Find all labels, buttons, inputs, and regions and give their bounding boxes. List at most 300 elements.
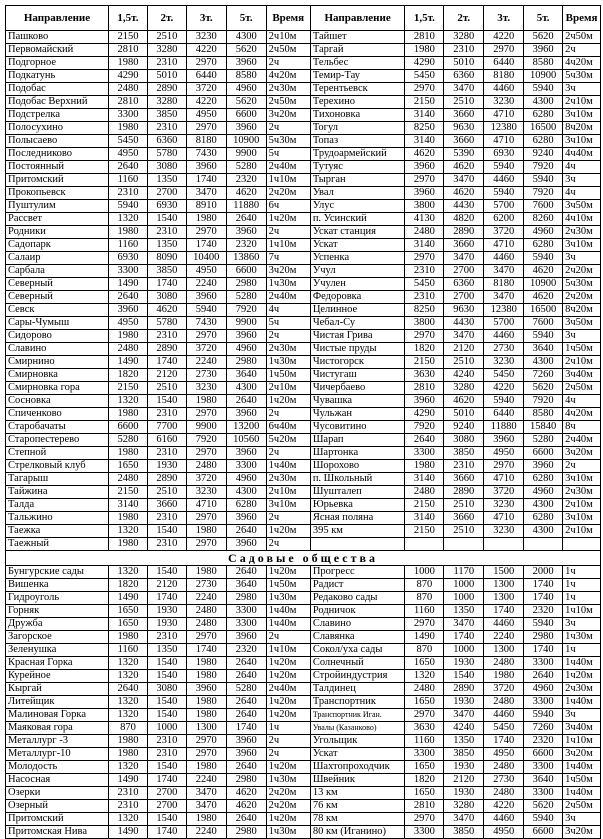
price-cell: 4710 — [484, 135, 524, 148]
time-cell: 2ч — [266, 226, 310, 239]
price-cell: 9240 — [524, 148, 563, 161]
price-cell: 2970 — [186, 226, 226, 239]
price-cell: 2320 — [524, 605, 563, 618]
table-row — [6, 57, 601, 70]
price-cell: 2970 — [186, 330, 226, 343]
price-cell: 3470 — [444, 618, 484, 631]
price-cell: 2240 — [484, 631, 524, 644]
price-cell: 2730 — [484, 774, 524, 787]
time-cell: 1ч20м — [563, 670, 601, 683]
price-cell: 2120 — [147, 369, 186, 382]
price-cell: 1980 — [109, 512, 148, 525]
direction-cell: Подкатунь — [6, 70, 109, 83]
time-cell: 2ч — [266, 408, 310, 421]
time-cell: 1ч40м — [266, 460, 310, 473]
price-cell: 4950 — [484, 826, 524, 839]
table-row — [6, 434, 601, 447]
time-cell: 1ч50м — [563, 343, 601, 356]
price-cell: 1170 — [444, 566, 484, 579]
table-row — [6, 605, 601, 618]
price-cell: 6200 — [484, 213, 524, 226]
price-cell: 2980 — [226, 826, 266, 839]
price-cell: 1320 — [109, 395, 148, 408]
price-cell: 8260 — [524, 213, 563, 226]
price-cell: 1740 — [444, 631, 484, 644]
price-cell: 12380 — [484, 122, 524, 135]
price-cell: 1540 — [147, 670, 186, 683]
price-cell: 2970 — [186, 408, 226, 421]
table-row — [6, 44, 601, 57]
price-cell: 4950 — [484, 447, 524, 460]
direction-cell: Тельбес — [310, 57, 405, 70]
price-cell: 5700 — [484, 200, 524, 213]
direction-cell: Озерный — [6, 800, 109, 813]
price-cell: 4620 — [226, 187, 266, 200]
table-row — [6, 109, 601, 122]
table-row — [6, 631, 601, 644]
price-cell: 2480 — [109, 473, 148, 486]
price-cell: 1930 — [444, 657, 484, 670]
price-cell: 2810 — [405, 31, 444, 44]
price-cell: 3960 — [109, 304, 148, 317]
price-cell: 3960 — [226, 408, 266, 421]
price-cell: 2640 — [109, 291, 148, 304]
price-cell: 2970 — [186, 631, 226, 644]
table-row — [6, 709, 601, 722]
direction-cell: Смирнино — [6, 356, 109, 369]
time-cell: 1ч30м — [266, 826, 310, 839]
direction-cell: Солнечный — [310, 657, 405, 670]
header-row — [6, 6, 601, 31]
price-cell: 2150 — [405, 356, 444, 369]
table-row — [6, 473, 601, 486]
table-row — [6, 161, 601, 174]
price-cell: 2970 — [405, 330, 444, 343]
table-row — [6, 31, 601, 44]
price-cell: 4460 — [484, 83, 524, 96]
price-cell: 2320 — [226, 174, 266, 187]
price-cell: 2890 — [147, 473, 186, 486]
price-cell: 3960 — [186, 683, 226, 696]
settlements-section — [6, 31, 601, 551]
price-cell: 4300 — [524, 356, 563, 369]
price-cell: 9900 — [186, 421, 226, 434]
price-cell: 3960 — [226, 748, 266, 761]
price-cell: 5010 — [147, 70, 186, 83]
price-cell: 3300 — [109, 109, 148, 122]
price-cell: 2970 — [405, 618, 444, 631]
price-cell: 3470 — [444, 813, 484, 826]
price-cell: 1930 — [147, 618, 186, 631]
price-cell: 5450 — [405, 278, 444, 291]
direction-cell: Севск — [6, 304, 109, 317]
direction-cell: Садопарк — [6, 239, 109, 252]
price-cell: 1980 — [186, 670, 226, 683]
table-row — [6, 70, 601, 83]
price-cell: 3800 — [405, 200, 444, 213]
time-cell: 8ч20м — [563, 304, 601, 317]
table-row — [6, 525, 601, 538]
price-cell: 1540 — [147, 525, 186, 538]
time-cell: 2ч50м — [266, 96, 310, 109]
price-cell: 1980 — [109, 735, 148, 748]
time-cell: 3ч10м — [563, 239, 601, 252]
price-cell: 4620 — [226, 787, 266, 800]
price-cell: 3630 — [405, 369, 444, 382]
price-cell: 3960 — [226, 538, 266, 551]
price-cell: 5620 — [524, 800, 563, 813]
price-cell: 4620 — [226, 800, 266, 813]
price-cell: 2240 — [186, 356, 226, 369]
price-cell: 2480 — [405, 683, 444, 696]
price-cell: 2310 — [147, 408, 186, 421]
direction-cell: Чистугаш — [310, 369, 405, 382]
table-row — [6, 174, 601, 187]
price-cell: 1540 — [147, 657, 186, 670]
time-cell: 3ч50м — [563, 317, 601, 330]
price-cell: 4220 — [484, 800, 524, 813]
price-cell: 5450 — [405, 70, 444, 83]
section-title-row — [6, 551, 601, 566]
price-cell: 3720 — [484, 226, 524, 239]
direction-cell: Шорохово — [310, 460, 405, 473]
price-cell: 3960 — [226, 122, 266, 135]
price-cell: 1820 — [405, 343, 444, 356]
direction-cell: Ускат — [310, 748, 405, 761]
table-row — [6, 187, 601, 200]
table-row — [6, 722, 601, 735]
price-cell: 1980 — [484, 670, 524, 683]
price-cell: 1650 — [109, 460, 148, 473]
table-row — [6, 826, 601, 839]
price-cell: 1490 — [109, 826, 148, 839]
header-direction-right: Направление — [310, 6, 405, 31]
price-cell: 4300 — [524, 96, 563, 109]
price-cell: 4620 — [524, 265, 563, 278]
price-cell: 16500 — [524, 122, 563, 135]
price-cell: 3960 — [405, 161, 444, 174]
price-cell: 5450 — [109, 135, 148, 148]
direction-cell: Спиченково — [6, 408, 109, 421]
time-cell: 5ч20м — [266, 434, 310, 447]
price-cell: 3080 — [444, 434, 484, 447]
price-cell: 870 — [405, 592, 444, 605]
price-cell: 1980 — [405, 44, 444, 57]
time-cell: 2ч50м — [266, 44, 310, 57]
price-cell: 1490 — [109, 278, 148, 291]
price-cell: 5010 — [444, 408, 484, 421]
price-cell: 4300 — [226, 486, 266, 499]
direction-cell: Темир-Тау — [310, 70, 405, 83]
price-cell: 2640 — [226, 525, 266, 538]
price-cell: 5280 — [524, 434, 563, 447]
price-cell: 1160 — [405, 735, 444, 748]
price-cell: 2510 — [147, 486, 186, 499]
direction-cell: Старобачаты — [6, 421, 109, 434]
time-cell: 4ч20м — [563, 57, 601, 70]
price-cell: 6280 — [524, 473, 563, 486]
table-row — [6, 447, 601, 460]
time-cell: 2ч — [266, 748, 310, 761]
time-cell: 2ч30м — [563, 683, 601, 696]
time-cell: 1ч — [563, 644, 601, 657]
price-cell: 9900 — [226, 148, 266, 161]
price-cell: 4290 — [405, 57, 444, 70]
direction-cell: Ускат станция — [310, 226, 405, 239]
direction-cell: Славино — [310, 618, 405, 631]
price-cell: 3280 — [444, 382, 484, 395]
time-cell: 1ч30м — [266, 278, 310, 291]
price-cell: 1980 — [186, 395, 226, 408]
price-cell: 3300 — [524, 657, 563, 670]
direction-cell: Шартонка — [310, 447, 405, 460]
price-cell: 1980 — [186, 657, 226, 670]
price-cell: 3720 — [186, 473, 226, 486]
direction-cell: Тайшет — [310, 31, 405, 44]
price-cell: 16500 — [524, 304, 563, 317]
direction-cell: Сары-Чумыш — [6, 317, 109, 330]
price-cell: 6930 — [147, 200, 186, 213]
price-cell: 2240 — [186, 278, 226, 291]
price-cell: 9240 — [444, 421, 484, 434]
time-cell: 4ч — [563, 395, 601, 408]
price-cell: 6600 — [524, 826, 563, 839]
table-row — [6, 330, 601, 343]
price-cell: 6280 — [524, 512, 563, 525]
direction-cell: Курейное — [6, 670, 109, 683]
price-cell: 3470 — [484, 265, 524, 278]
header-5t-right: 5т. — [524, 6, 563, 31]
direction-cell: Терентьевск — [310, 83, 405, 96]
price-cell: 7920 — [524, 161, 563, 174]
price-cell: 2480 — [484, 657, 524, 670]
price-cell: 2310 — [147, 57, 186, 70]
time-cell: 2ч20м — [266, 800, 310, 813]
direction-cell: п. Усинский — [310, 213, 405, 226]
price-cell: 3470 — [484, 291, 524, 304]
price-cell: 2890 — [147, 343, 186, 356]
price-cell: 3660 — [444, 473, 484, 486]
header-2t-left: 2т. — [147, 6, 186, 31]
price-cell: 6600 — [226, 109, 266, 122]
price-cell: 3720 — [186, 83, 226, 96]
time-cell: 1ч10м — [563, 735, 601, 748]
table-row — [6, 813, 601, 826]
price-cell: 3300 — [226, 618, 266, 631]
price-cell: 2150 — [109, 486, 148, 499]
price-cell: 1740 — [484, 605, 524, 618]
table-row — [6, 421, 601, 434]
price-cell: 10560 — [226, 434, 266, 447]
price-cell: 2480 — [405, 226, 444, 239]
price-cell: 4620 — [444, 395, 484, 408]
time-cell: 5ч — [266, 148, 310, 161]
price-cell: 2320 — [524, 735, 563, 748]
price-cell: 15840 — [524, 421, 563, 434]
price-cell: 4300 — [524, 499, 563, 512]
price-cell: 8910 — [186, 200, 226, 213]
price-cell: 1540 — [147, 709, 186, 722]
table-row — [6, 356, 601, 369]
time-cell: 1ч20м — [266, 657, 310, 670]
time-cell: 3ч — [563, 618, 601, 631]
price-cell: 9900 — [226, 317, 266, 330]
price-cell: 2480 — [109, 343, 148, 356]
price-cell: 2310 — [109, 187, 148, 200]
price-cell: 3470 — [444, 252, 484, 265]
price-cell: 2970 — [405, 174, 444, 187]
time-cell: 1ч40м — [563, 696, 601, 709]
price-cell: 2980 — [226, 774, 266, 787]
price-cell: 3960 — [226, 631, 266, 644]
time-cell: 1ч40м — [563, 657, 601, 670]
price-cell: 1350 — [444, 735, 484, 748]
price-cell: 1000 — [444, 579, 484, 592]
direction-cell: Полосухино — [6, 122, 109, 135]
price-cell: 3630 — [405, 722, 444, 735]
time-cell: 2ч — [266, 447, 310, 460]
time-cell: 1ч — [563, 579, 601, 592]
direction-cell: Тырган — [310, 174, 405, 187]
time-cell: 2ч — [266, 57, 310, 70]
time-cell: 1ч20м — [266, 566, 310, 579]
table-row — [6, 317, 601, 330]
direction-cell: Горняк — [6, 605, 109, 618]
price-cell: 5940 — [484, 395, 524, 408]
price-cell: 1930 — [147, 605, 186, 618]
price-cell: 3230 — [484, 356, 524, 369]
price-cell: 4710 — [484, 473, 524, 486]
direction-cell: Рассвет — [6, 213, 109, 226]
price-cell: 2980 — [226, 278, 266, 291]
time-cell: 1ч20м — [266, 670, 310, 683]
time-cell: 2ч — [266, 330, 310, 343]
direction-cell: Чистая Грива — [310, 330, 405, 343]
price-cell: 5390 — [444, 148, 484, 161]
table-row — [6, 382, 601, 395]
price-cell: 2810 — [405, 382, 444, 395]
time-cell: 2ч20м — [563, 265, 601, 278]
price-cell: 1160 — [109, 644, 148, 657]
price-cell: 1650 — [405, 657, 444, 670]
direction-cell: Угольщик — [310, 735, 405, 748]
table-row — [6, 304, 601, 317]
price-cell: 5940 — [484, 161, 524, 174]
price-cell: 1980 — [109, 122, 148, 135]
price-cell: 1740 — [147, 592, 186, 605]
time-cell: 2ч30м — [266, 83, 310, 96]
price-cell: 3080 — [147, 161, 186, 174]
price-cell: 1740 — [226, 722, 266, 735]
price-cell: 6280 — [524, 135, 563, 148]
direction-cell: Гидроуголь — [6, 592, 109, 605]
table-row — [6, 538, 601, 551]
price-cell: 5450 — [484, 722, 524, 735]
time-cell: 3ч40м — [563, 722, 601, 735]
direction-cell: Талда — [6, 499, 109, 512]
price-cell: 6440 — [484, 408, 524, 421]
price-cell: 1320 — [109, 525, 148, 538]
direction-cell: Притомский — [6, 174, 109, 187]
time-cell: 3ч10м — [563, 135, 601, 148]
price-cell: 2640 — [226, 566, 266, 579]
time-cell: 1ч40м — [266, 618, 310, 631]
price-cell: 5450 — [484, 369, 524, 382]
price-cell: 1320 — [109, 696, 148, 709]
price-cell: 2980 — [226, 592, 266, 605]
header-5t-left: 5т. — [226, 6, 266, 31]
direction-cell: Стрелковый клуб — [6, 460, 109, 473]
price-cell: 1540 — [147, 395, 186, 408]
price-cell: 5940 — [524, 174, 563, 187]
price-cell: 8180 — [484, 278, 524, 291]
price-cell: 2970 — [186, 57, 226, 70]
price-cell: 1160 — [405, 605, 444, 618]
time-cell: 2ч20м — [563, 291, 601, 304]
price-cell: 3230 — [484, 525, 524, 538]
price-cell: 5940 — [524, 709, 563, 722]
price-cell: 5700 — [484, 317, 524, 330]
price-cell: 3660 — [444, 109, 484, 122]
price-cell: 2310 — [444, 44, 484, 57]
price-cell: 3960 — [186, 161, 226, 174]
direction-cell: Подобас — [6, 83, 109, 96]
price-cell: 3960 — [226, 57, 266, 70]
time-cell: 1ч50м — [266, 369, 310, 382]
price-cell: 1000 — [405, 566, 444, 579]
price-cell: 5620 — [226, 44, 266, 57]
price-cell: 2240 — [186, 592, 226, 605]
price-cell: 1820 — [109, 369, 148, 382]
price-cell: 4460 — [484, 252, 524, 265]
price-cell: 4950 — [109, 148, 148, 161]
price-cell: 3960 — [524, 460, 563, 473]
time-cell: 3ч20м — [563, 826, 601, 839]
price-cell: 2310 — [147, 226, 186, 239]
header-time-left: Время — [266, 6, 310, 31]
price-cell: 10900 — [226, 135, 266, 148]
price-cell: 3300 — [524, 696, 563, 709]
direction-cell: 76 км — [310, 800, 405, 813]
price-cell: 2150 — [109, 31, 148, 44]
direction-cell: Прогресс — [310, 566, 405, 579]
time-cell: 4ч40м — [563, 148, 601, 161]
price-cell: 2310 — [405, 291, 444, 304]
price-cell: 2310 — [109, 787, 148, 800]
time-cell: 2ч40м — [563, 434, 601, 447]
price-cell: 1300 — [484, 579, 524, 592]
price-cell: 4220 — [186, 44, 226, 57]
price-cell: 4960 — [226, 473, 266, 486]
price-cell: 1350 — [444, 605, 484, 618]
time-cell: 1ч20м — [266, 525, 310, 538]
price-cell: 3960 — [226, 447, 266, 460]
price-cell: 1980 — [109, 538, 148, 551]
table-row — [6, 683, 601, 696]
price-cell: 4290 — [109, 70, 148, 83]
table-row — [6, 579, 601, 592]
price-cell: 1980 — [186, 213, 226, 226]
table-row — [6, 200, 601, 213]
time-cell: 5ч30м — [563, 278, 601, 291]
direction-cell: Бунгурские сады — [6, 566, 109, 579]
direction-cell: Учулен — [310, 278, 405, 291]
price-cell: 2640 — [405, 434, 444, 447]
time-cell: 2ч10м — [266, 486, 310, 499]
price-cell: 2510 — [444, 525, 484, 538]
price-cell: 8180 — [484, 70, 524, 83]
price-cell: 3960 — [226, 735, 266, 748]
